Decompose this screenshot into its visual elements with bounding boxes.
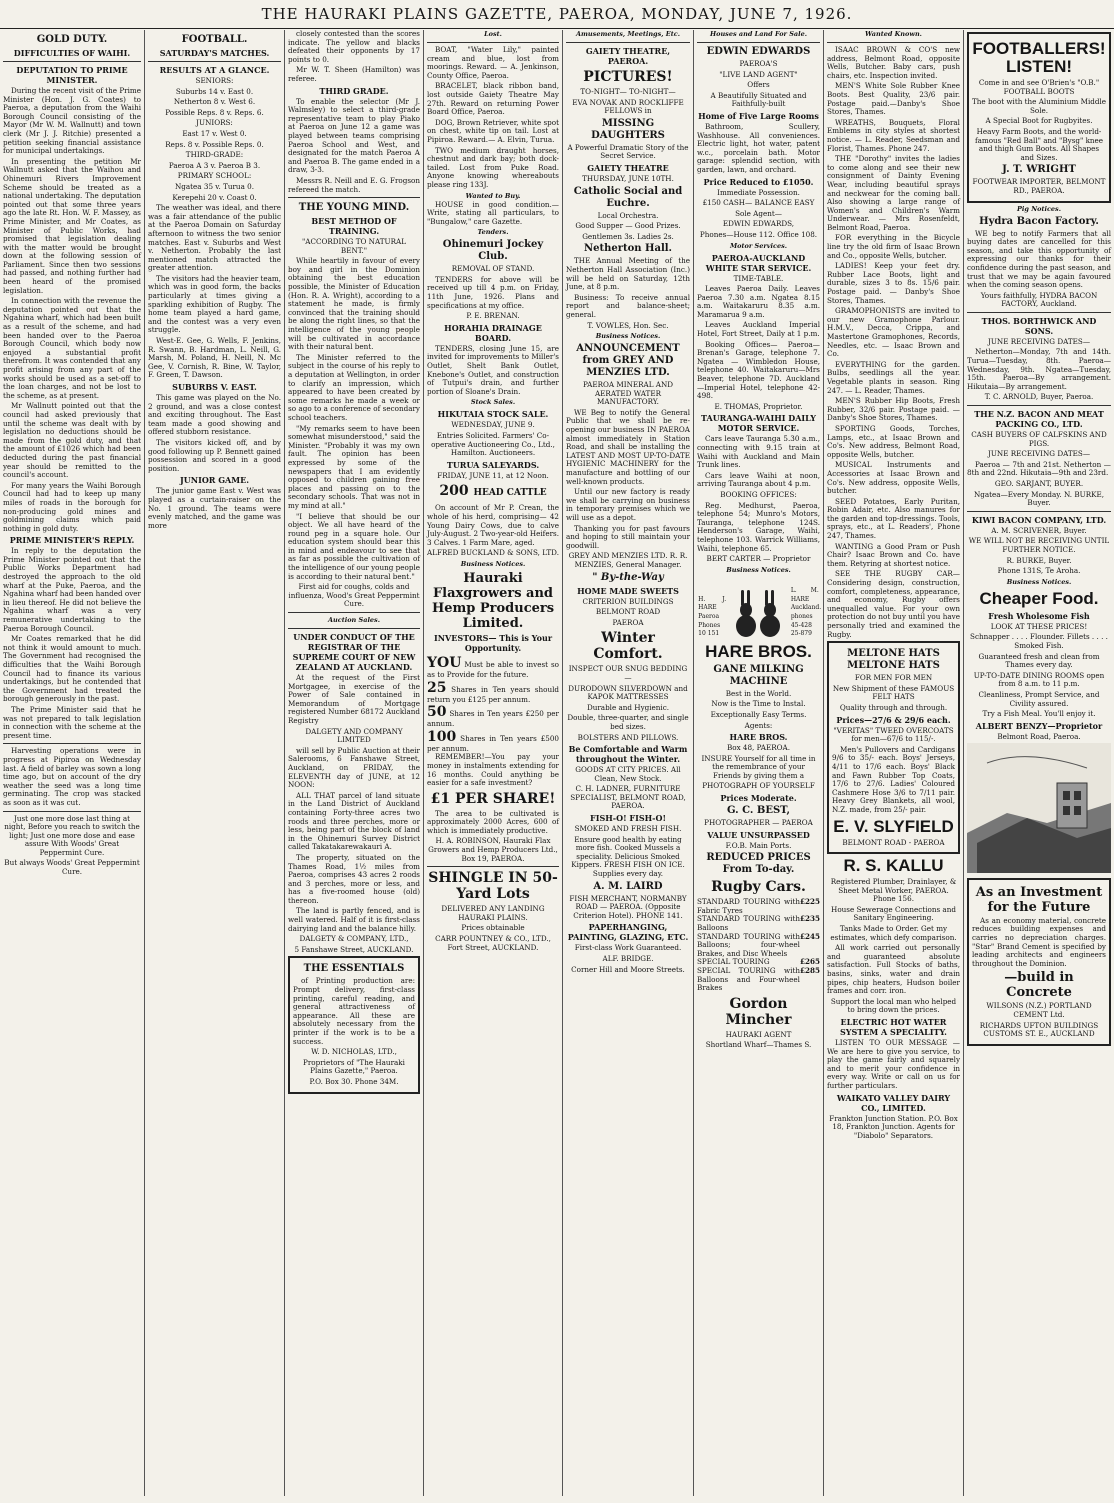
article-paragraph: During the recent visit of the Prime Minister (Hon. J. G. Coates) to Paeroa, a deputation from the Waihi Borough Council consisting of the Mayor (Mr W. M. Wallnutt) and town clerk (Mr J. J. Ritchie) presented a petition seeking financial assistance for municipal undertakings. — [3, 86, 141, 156]
ad-line: R. BURKE, Buyer. — [1006, 555, 1072, 565]
ad-line: Corner Hill and Moore Streets. — [571, 964, 685, 974]
section-heading: Auction Sales. — [328, 616, 380, 625]
ad-line: SMOKED AND FRESH FISH. — [574, 824, 682, 834]
price-row: STANDARD TOURING with Balloons; four-wheel Brakes, and Disc Wheels £245 — [697, 931, 820, 958]
ad-line: Schnapper . . . . Flounder. Fillets . . . . Smoked Fish. — [970, 632, 1108, 650]
ad-title: Gordon Mincher — [725, 995, 792, 1028]
ad-line: Gentlemen 3s. Ladies 2s. — [582, 231, 674, 241]
ad-title: GANE MILKING MACHINE — [713, 663, 804, 687]
classified-ad: Paeroa — 7th and 21st. Netherton — 8th and 22nd. Hikutaia—9th and 23rd. — [967, 459, 1111, 478]
ad-title: Cheaper Food. — [979, 588, 1099, 608]
classified-ad: ISAAC BROWN & CO'S new address, Belmont Road, opposite Wells, Butcher. Baby cars, push chairs, etc. Inspection invited. — [827, 45, 960, 80]
column-5 — [563, 30, 693, 1496]
ad-subtitle: HOME MADE SWEETS — [577, 585, 679, 596]
classified-ad: TENDERS, closing June 15, are invited for improvements to Miller's Outlet, Shelt Bank Outlet, Knebone's Outlet, and construction of Tutpui's drain, and further portion of Sloane's Drain. — [427, 343, 559, 396]
ad-line: FOR MEN FOR MEN — [854, 673, 933, 683]
ad-line: EVA NOVAK AND ROCKLIFFE FELLOWS in — [572, 97, 684, 116]
results-line: Kerepehi 20 v. Coast 0. — [172, 192, 257, 202]
ad-line: GEO. SARJANT, BUYER. — [994, 479, 1084, 488]
ad-title: MELTONE HATS MELTONE HATS — [847, 648, 940, 672]
ad-subtitle: ELECTRIC HOT WATER SYSTEM A SPECIALITY. — [840, 1017, 947, 1037]
price-row: STANDARD TOURING with Balloons £235 — [697, 914, 820, 933]
ad-line: E. THOMAS, Proprietor. — [714, 401, 803, 411]
classified-ad: EVERYTHING for the garden. Bulbs, seedlings all the year. Vegetable plants in season. Ring 247. — L. Reader, Thames. — [827, 359, 960, 395]
ad-line: GOODS AT CITY PRICES. All Clean, New Stock. — [575, 765, 681, 783]
auction-text: ALL THAT parcel of land situate in the Land District of Auckland containing Forty-three acres two roods and three perches, more or less, being part of the block of land in the Ohinemuri Survey District called Takatakarewakauri A. — [288, 790, 420, 852]
hare-logo: HARE BROS. — [705, 641, 812, 661]
ad-line: Immediate Possession. — [717, 187, 800, 197]
ad-line: INSPECT OUR SNUG BEDDING— — [568, 664, 688, 682]
ad-title: TAURANGA-WAIHI DAILY MOTOR SERVICE. — [700, 413, 816, 434]
ad-subtitle: Prices Moderate. — [720, 793, 797, 804]
ad-line: ALF. BRIDGE. — [602, 954, 654, 963]
ad-line: JUNE RECEIVING DATES— — [987, 449, 1091, 459]
printing-ad-text: of Printing production are: Prompt delivery, first-class printing, careful reading, and general attractiveness of appearance. All these are absolutely necessary from the printer if the work is to be a success. — [293, 976, 415, 1046]
shingle-title: SHINGLE IN 50-Yard Lots — [428, 870, 558, 903]
ad-line: GREY AND MENZIES LTD. R. R. MENZIES, General Manager. — [568, 551, 688, 569]
section-heading: Houses and Land For Sale. — [709, 30, 808, 38]
ad-title: Hydra Bacon Factory. — [979, 215, 1099, 227]
ad-line: "LIVE LAND AGENT" — [719, 69, 798, 79]
concrete-ad — [967, 878, 1111, 1046]
section-heading: Business Notices. — [595, 332, 661, 341]
auction-text: At the request of the First Mortgagee, in exercise of the Power of Sale contained in Memorandum of Mortgage registered Number 68172 Auckland Registry — [288, 673, 420, 725]
results-line: Paeroa A 3 v. Paeroa B 3. — [168, 160, 261, 170]
article-title: GOLD DUTY. — [36, 34, 108, 45]
masthead: THE HAURAKI PLAINS GAZETTE, PAEROA, MONDAY, JUNE 7, 1926. — [0, 0, 1114, 29]
article-paragraph: This game was played on the No. 2 ground, and was a close contest and exciting throughout. The East team made a good showing and offered stubborn resistance. — [148, 393, 281, 437]
classified-ad: Men's Pullovers and Cardigans 9/6 to 35/- each. Boys' Jerseys, 4/11 to 17/6 each. Boys' Black and Fawn Rubber Top Coats, 17/6 to 27/6. Ladies' Coloured Cashmere Hose 3/6 to 7/11 pair. Heavy Grey Blankets, all wool, N.Z. made, from 25/- pair. — [832, 744, 955, 814]
ad-line: Entries Solicited. Farmers' Co-operative Auctioneering Co., Ltd., Hamilton. Auctioneers. — [431, 431, 555, 458]
meltone-ad — [827, 641, 960, 854]
results-line: East 17 v. West 0. — [182, 128, 247, 138]
ad-title: HIKUTAIA STOCK SALE. — [437, 409, 549, 420]
investment-row: 25 Shares in Ten years should return you £125 per annum. — [427, 679, 559, 704]
pictures-title: PICTURES! — [583, 69, 673, 85]
section-heading: Pig Notices. — [1017, 204, 1061, 213]
section-heading: Stock Sales. — [470, 398, 516, 407]
ad-line: CASH BUYERS OF CALFSKINS AND PIGS. — [971, 430, 1107, 448]
section-heading: Motor Services. — [729, 241, 788, 250]
section-heading: Tenders. — [477, 228, 509, 237]
ad-line: A. M. SCRIVENER, Buyer. — [991, 525, 1087, 535]
results-line: Reps. 8 v. Possible Reps. 0. — [165, 139, 264, 149]
ad-line: REMOVAL OF STAND. — [451, 264, 535, 274]
article-paragraph: The Prime Minister said that he was not prepared to talk legislation in connection with the scheme at the present time. — [3, 704, 141, 740]
section-heading: Amusements, Meetings, Etc. — [576, 30, 680, 38]
section-heading: Business Notices. — [726, 565, 791, 574]
ad-title: Rugby Cars. — [711, 879, 806, 896]
ad-line: Belmont Road, Paeroa. — [997, 731, 1081, 741]
ad-line: BOOKING OFFICES: — [720, 489, 797, 499]
article-paragraph: closely contested than the scores indicate. The yellow and blacks defeated their opponents by 17 points to 0. — [288, 30, 420, 64]
ad-line: Yours faithfully, HYDRA BACON FACTORY, Auckland. — [980, 290, 1098, 309]
classified-ad: MEN'S White Sole Rubber Knee Boots. Best Quality, 23/6 pair. Postage paid.—Danby's Shoe Stores, Thames. — [827, 81, 960, 117]
ad-line: PAEROA'S — [739, 59, 778, 68]
classified-ad: TWO medium draught horses, chestnut and dark bay; both dock-tailed. Lost from Puke Road. Anyone knowing whereabouts please ring 133J. — [427, 145, 559, 189]
ad-line: Double, three-quarter, and single bed sizes. — [567, 713, 689, 731]
ad-line: WE WILL NOT BE RECEIVING UNTIL FURTHER NOTICE. — [968, 536, 1110, 554]
classified-ad: Leaves Auckland Imperial Hotel, Fort Street, Daily at 1 p.m. — [697, 320, 820, 339]
event-title: Netherton Hall. — [583, 243, 673, 255]
auction-text: will sell by Public Auction at their Salerooms, 6 Fanshawe Street, Auckland, on FRIDAY, the ELEVENTH day of JUNE, at 12 NOON: — [288, 745, 420, 790]
ad-line: THURSDAY, JUNE 10TH. — [582, 173, 674, 183]
ad-line: Offers — [747, 80, 770, 90]
ad-line: TO-NIGHT— TO-NIGHT— — [580, 87, 676, 96]
classified-ad: Bathroom, Scullery, Washhouse. All conveniences. Electric light, hot water, patent w.c., porcelain bath. Motor garage: splendid section, with garden, lawn, and orchard. — [697, 121, 820, 174]
article-paragraph: The junior game East v. West was played as a curtain-raiser on the No. 1 ground. The teams were evenly matched, and the game was more — [148, 486, 281, 530]
article-head: PRIME MINISTER'S REPLY. — [9, 535, 135, 546]
ad-title: REDUCED PRICES From To-day. — [706, 852, 811, 876]
article-quote: "ACCORDING TO NATURAL BENT." — [301, 237, 406, 255]
ad-line: DELIVERED ANY LANDING HAURAKI PLAINS. — [441, 904, 545, 922]
ad-title: E. V. SLYFIELD — [833, 816, 954, 836]
ad-subtitle: Fresh Wholesome Fish — [988, 610, 1090, 621]
ad-line: HAURAKI AGENT — [725, 1029, 792, 1039]
classified-ad: LADIES! Keep your feet dry. Rubber Lace Boots, light and durable, sizes 3 to 8s. 15/6 pair. Postage paid. — Danby's Shoe Stores, Thames. — [827, 261, 960, 305]
article-paragraph: While heartily in favour of every boy and girl in the Dominion obtaining the best education possible, the Minister of Education (Hon. R. A. Wright), according to a statement he made, is firmly convinced that the training should be along the right lines, so that the intelligence of the young people will be cultivated in accordance with their natural bent. — [288, 256, 420, 352]
ad-line: Phones—House 112. Office 108. — [699, 229, 818, 239]
classified-ad: FOR everything in the Bicycle line try the old firm of Isaac Brown and Co., opposite Wells, butcher. — [827, 233, 960, 260]
ad-subtitle: Be Comfortable and Warm throughout the Winter. — [568, 744, 688, 765]
ad-subtitle: Price Reduced to £1050. — [703, 176, 814, 187]
per-share: £1 PER SHARE! — [430, 790, 556, 807]
investment-row: 50 Shares in Ten years £250 per annum. — [427, 704, 559, 729]
ad-title: THE N.Z. BACON AND MEAT PACKING CO., LTD. — [974, 409, 1104, 430]
ad-title: As an Investment for the Future — [975, 884, 1103, 915]
ad-title: EDWIN EDWARDS — [706, 46, 811, 57]
ad-line: PHOTOGRAPH OF YOURSELF — [702, 781, 815, 791]
classified-ad: Until our new factory is ready we shall be carrying on business in temporary premises which we will use as a depot. — [566, 487, 690, 522]
ad-line: Local Orchestra. — [597, 210, 659, 220]
ad-line: £150 CASH— BALANCE EASY — [702, 198, 815, 208]
ad-line: BERT CARTER — Proprietor — [706, 554, 811, 564]
classified-ad: All work carried out personally and guaranteed absolute satisfaction. Full Stocks of baths, basins, sinks, water and drain pipes, chip heaters, Hudson boiler frames and corr. iron. — [827, 943, 960, 996]
ad-title: —build in Concrete — [1004, 970, 1074, 1001]
ad-line: T. VOWLES, Hon. Sec. — [587, 320, 669, 330]
results-line: Suburbs 14 v. East 0. — [175, 86, 254, 96]
ad-title: TURUA SALEYARDS. — [446, 459, 540, 470]
column-8 — [964, 30, 1114, 1496]
article-paragraph: In connection with the revenue the deputation pointed out that the Ngahina wharf, which had been built as a result of the scheme, and had been handed over to the Paeroa Borough Council, which body now enjoyed a substantial profit therefrom. It was contended that any profit arising from any part of the works should be used as a set-off to the loan charges, and not be lost to the scheme, as at present. — [3, 296, 141, 400]
ad-line: House Sewerage Connections and Sanitary Engineering. — [831, 904, 956, 923]
ad-line: UP-TO-DATE DINING ROOMS open from 8 a.m. to 11 p.m. — [973, 670, 1105, 689]
ad-title: WAIKATO VALLEY DAIRY CO., LIMITED. — [836, 1092, 951, 1113]
classified-ad: Booking Offices— Paeroa—Brenan's Garage, telephone 7. Ngatea — Wimbledon House, telephone 40. Waitakaruru—Mrs Beaver, telephone 7D. Auckland—Imperial Hotel, telephone 42-498. — [697, 339, 820, 401]
classified-ad: The area to be cultivated is approximately 2000 Acres, 600 of which is immediately productive. — [427, 808, 559, 835]
printing-ad-text: P.O. Box 30. Phone 34M. — [309, 1076, 399, 1086]
ad-line: BELMONT ROAD — [595, 607, 661, 617]
classified-ad: Cars leave Waihi at noon, arriving Tauranga about 4 p.m. — [697, 470, 820, 489]
section-heading: Business Notices. — [1006, 577, 1072, 586]
ad-line: Frankton Junction Station. P.O. Box 18, Frankton Junction. Agents for "Diabolo" Separators. — [829, 1113, 958, 1140]
section-heading: Business Notices. — [460, 559, 526, 568]
article-paragraph: The weather was ideal, and there was a fair attendance of the public at the Paeroa Domain on Saturday afternoon to witness the two senior matches. East v. Suburbs and West v. Netherton. Probably the last mentioned match attracted the greater attention. — [148, 203, 281, 273]
ad-line: A Powerful Dramatic Story of the Secret Service. — [567, 142, 689, 161]
ad-title: Winter Comfort. — [593, 630, 663, 663]
classified-ad: Cars leave Tauranga 5.30 a.m., connecting with 9.15 train at Waihi with Auckland and Main Trunk lines. — [697, 434, 820, 470]
ad-line: Cleanliness, Prompt Service, and Civility assured. — [978, 689, 1100, 708]
film-title: MISSING DAUGHTERS — [591, 117, 665, 141]
auction-head: UNDER CONDUCT OF THE REGISTRAR OF THE SUPREME COURT OF NEW ZEALAND AT AUCKLAND. — [292, 632, 416, 673]
classified-ad: Thanking you for past favours and hoping to still maintain your goodwill. — [566, 523, 690, 550]
ad-line: Sole Agent— — [735, 208, 782, 218]
ad-line: Try a Fish Meal. You'll enjoy it. — [982, 709, 1096, 719]
results-line: THIRD-GRADE: — [185, 150, 244, 160]
ad-line: ALFRED BUCKLAND & SONS, LTD. — [427, 548, 559, 558]
article-head: THIRD GRADE. — [319, 85, 389, 96]
classified-ad: THE "Dorothy" invites the ladies to come along and see their new consignment of Dainty Evening Wear, including beautiful sprays and neckwear for the coming ball. Also showing a large range of Women's and Children's Warm Underwear. — Mrs Rosenfeldt, Belmont Road, Paeroa. — [827, 154, 960, 232]
article-paragraph: "My remarks seem to have been somewhat misunderstood," said the Minister. "Probably it was my own fault. The opinion has been expressed by some of the newspapers that I am evidently opposed to children gaining free places and passing on to the secondary schools. That was not in my mind at all." — [288, 423, 420, 510]
investment-row: YOU Must be able to invest so as to Provide for the future. — [427, 654, 559, 679]
auction-text: The land is partly fenced, and is well watered. Half of it is first-class dairying land and the balance hilly. — [288, 906, 420, 933]
ad-title: A. M. LAIRD — [593, 880, 663, 892]
ad-subtitle: HARE BROS. — [729, 732, 788, 743]
ad-line: Guaranteed fresh and clean from Thames every day. — [978, 651, 1100, 670]
classified-ad: Business: To receive annual report and balance-sheet; general. — [566, 292, 690, 319]
ad-subtitle: INVESTORS— This is Your Opportunity. — [433, 632, 553, 653]
classified-ad: BRACELET, black ribbon band, lost outside Gaiety Theatre May 27th. Reward on returning Power Board Office, Paeroa. — [427, 81, 559, 117]
ad-line: FISH MERCHANT, NORMANBY ROAD — PAEROA. (Opposite Criterion Hotel). PHONE 141. — [569, 893, 687, 920]
ad-line: BELMONT ROAD - PAEROA — [842, 837, 945, 847]
article-paragraph: Mr Coates remarked that he did not think it would amount to much. The Government had recognised the difficulties that the Waihi Borough Council had to finance its various undertakings, but he contended that the Government had treated the borough generously in the past. — [3, 634, 141, 704]
article-paragraph: Mr Wallnutt pointed out that the council had asked previously that until the scheme was dealt with by legislation no deductions should be made from the gold duty, and that the amount of £1026 which had been deducted during the past financial year should be remitted to the council's account. — [3, 401, 141, 480]
ad-line: Tanks Made to Order. Get my estimates, which defy comparison. — [830, 924, 957, 942]
ad-line: T. C. ARNOLD, Buyer, Paeroa. — [984, 392, 1094, 402]
ad-line: Durable and Hygienic. — [586, 702, 670, 712]
ad-line: Heavy Farm Boots, and the world-famous "Red Ball" and "Bysg" knee and thigh Gum Boots. All Shapes and Sizes. — [974, 126, 1104, 162]
ad-title: " By-the-Way — [592, 571, 664, 583]
ad-line: RICHARDS UFTON BUILDINGS CUSTOMS ST. E., AUCKLAND — [979, 1020, 1099, 1039]
ad-line: A Special Boot for Rugbyites. — [985, 116, 1093, 126]
ad-subtitle: ALBERT BENZY—Proprietor — [975, 720, 1103, 731]
classified-ad: SPORTING Goods, Torches, Lamps, etc., at Isaac Brown and Co's. New address, Belmont Road, opposite Wells, butcher. — [827, 423, 960, 459]
ad-title: GAIETY THEATRE, PAEROA. — [585, 46, 671, 66]
ad-line: INSURE Yourself for all time in the remembrance of your Friends by giving them a — [701, 753, 816, 780]
article-subtitle: BEST METHOD OF TRAINING. — [311, 216, 397, 237]
article-paragraph: The visitors kicked off, and by good following up P. Bennett gained possession and scored in a good position. — [148, 437, 281, 473]
ad-line: Shortland Wharf—Thames S. — [705, 1040, 812, 1050]
ad-line: P. E. BRENAN. — [466, 311, 520, 321]
article-head: SUBURBS V. EAST. — [172, 382, 257, 392]
ad-line: The boot with the Aluminium Middle Sole. — [972, 97, 1107, 115]
ad-title: PAEROA-AUCKLAND WHITE STAR SERVICE. — [705, 252, 812, 273]
classified-ad: WREATHS, Bouquets, Floral Emblems in city styles at shortest notice. — L. Reader, Seedsman and Florist, Thames. Phone 247. — [827, 117, 960, 153]
ad-title: FOOTBALLERS! LISTEN! — [972, 39, 1106, 76]
article-subtitle: SATURDAY'S MATCHES. — [159, 48, 270, 58]
classified-ad: Reg. Medhurst, Paeroa, telephone 54; Munro's Motors, Tauranga, telephone 124S. Henderson's Garage, Waihi, telephone 103. Warrick Williams, Waihi, telephone 65. — [697, 500, 820, 553]
classified-ad: THE Annual Meeting of the Netherton Hall Association (Inc.) will be held on Saturday, 12th June, at 8 p.m. — [566, 256, 690, 292]
ad-line: New Shipment of these FAMOUS FELT HATS — [832, 683, 955, 702]
section-heading: Lost. — [484, 30, 502, 38]
printing-ad — [288, 956, 420, 1093]
classified-ad: DOG, Brown Retriever, white spot on chest, white tip on tail. Lost at Pipiroa. Reward.— A. Elvin, Turua. — [427, 117, 559, 144]
classified-ad: GRAMOPHONISTS are invited to our new Gramophone Parlour. H.M.V., Decca, Crippa, and Mastertone Gramophones, Records, Needles, etc. — Isaac Brown and Co. — [827, 306, 960, 359]
price-row: SPECIAL TOURING with Balloons and Four-wheel Brakes £285 — [697, 966, 820, 993]
classified-ad: LISTEN TO OUR MESSAGE — We are here to give you service, to play the game fairly and squarely and to merit your confidence in every way. Write or call on us for further particulars. — [827, 1038, 960, 1090]
classified-ad: As an economy material, concrete reduces building expenses and carries no depreciation charges. "Star" Brand Cement is specified by leading architects and engineers throughout the Dominion. — [972, 915, 1106, 968]
ad-line: H. A. ROBINSON, Hauraki Flax Growers and Hemp Producers Ltd., Box 19, PAEROA. — [428, 836, 558, 863]
building-illustration-icon — [967, 743, 1111, 873]
ad-line: PAEROA MINERAL AND AERATED WATER MANUFACTORY. — [582, 380, 674, 407]
ad-line: TIME-TABLE. — [733, 273, 784, 283]
results-line: SENIORS: — [195, 76, 234, 85]
results-line: Ngatea 35 v. Turua 0. — [174, 181, 254, 191]
price-row: STANDARD TOURING with Fabric Tyres £225 — [697, 897, 820, 915]
article-paragraph: The Minister referred to the subject in the course of his reply to a deputation at Wellington, in order to clarify an impression, which appeared to have been created by some remarks he made a week or so ago to a conference of secondary school teachers. — [288, 352, 420, 422]
auction-text: DALGETY AND COMPANY LIMITED — [305, 726, 403, 745]
ad-line: Prices obtainable — [461, 923, 525, 933]
ad-title: J. T. WRIGHT — [1002, 164, 1076, 176]
ad-line: CRITERION BUILDINGS — [582, 596, 674, 606]
printing-ad-title: THE ESSENTIALS — [303, 963, 405, 975]
ad-line: PHOTOGRAPHER — PAEROA — [704, 818, 813, 828]
ad-title: HORAHIA DRAINAGE BOARD. — [444, 322, 542, 343]
rabbit-icon — [728, 584, 788, 639]
column-1 — [0, 30, 144, 1496]
results-line: Netherton 8 v. West 6. — [173, 97, 256, 107]
section-heading: Wanted to Buy. — [465, 191, 521, 200]
ad-line: Come in and see O'Brien's "O.B." FOOTBALL BOOTS — [978, 78, 1100, 96]
printing-ad-text: Proprietors of "The Hauraki Plains Gazette," Paeroa. — [303, 1057, 405, 1076]
classified-ad: BOAT, "Water Lily," painted cream and blue, lost from moorings. Reward. — A. Jenkinson, County Office, Paeroa. — [427, 45, 559, 80]
classified-ad: On account of Mr P. Crean, the whole of his herd, comprising— 42 Young Dairy Cows, due to calve July-August. 2 Two-year-old Heifers. 3 Calves. 1 Farm Mare, aged. — [427, 503, 559, 547]
article-paragraph: In reply to the deputation the Prime Minister pointed out that the Public Works Department had destroyed the approach to the old wharf at the Puke, Paeroa, and the Ngahina wharf had been handed over in lieu thereof. He did not believe the Ngahina wharf was a very remunerative undertaking to the Paeroa Borough Council. — [3, 546, 141, 633]
ad-line: FRIDAY, JUNE 11, at 12 Noon. — [437, 470, 549, 480]
ad-line: Support the local man who helped to bring down the prices. — [830, 996, 957, 1015]
ad-line: EDWIN EDWARDS, — [722, 219, 795, 229]
article-paragraph: "I believe that should be our object. We all have heard of the round peg in a square hole. Our education system should bear this in mind and endeavour to see that as far as possible the cultivation of the intelligence of our young people is according to their natural bent." — [288, 511, 420, 581]
article-paragraph: To enable the selector (Mr J. Walmsley) to select a third-grade representative team to play Piako at Paeroa on June 12 a game was played between teams comprising Paeroa School and West, and designated for the match Paeroa A and Paeroa B. The game ended in a draw, 3-3. — [288, 96, 420, 175]
results-head: RESULTS AT A GLANCE. — [159, 65, 270, 75]
ad-line: "VERITAS" TWEED OVERCOATS for men—67/6 to 115/-. — [833, 725, 954, 744]
classified-ad: MUSICAL Instruments and Accessories at Isaac Brown and Co's. New address, opposite Wells, butcher. — [827, 460, 960, 496]
classified-ad: REMEMBER!—You pay your money in instalments extending for 16 months. Could anything be easier for a safe investment? — [427, 752, 559, 788]
column-3 — [285, 30, 423, 1496]
ad-line: DURODOWN SILVERDOWN and KAPOK MATTRESSES — [568, 683, 688, 702]
classified-ad: TENDERS for above will be received up till 4 p.m. on Friday, 11th June, 1926. Plans and specifications at my office. — [427, 274, 559, 310]
section-heading: Wanted Known. — [865, 30, 922, 38]
ad-title: G. C. BEST, — [726, 805, 790, 817]
ad-line: Ensure good health by eating more fish. Cooked Mussels a speciality. Delicious Smoked Kippers. FRESH FISH ON ICE. Supplies every day. — [571, 834, 685, 879]
classified-ad: HOUSE in good condition.— Write, stating all particulars, to "Bungalow," care Gazette. — [427, 199, 559, 226]
ad-line: Ngatea—Every Monday. N. BURKE, Buyer. — [973, 489, 1105, 508]
column-6 — [694, 30, 823, 1496]
classified-ad: WE Beg to notify the General Public that we shall be re-opening our business IN PAEROA almost immediately in Station Road, and shall be installing the LATEST AND MOST UP-TO-DATE HYGIENIC MACHINERY for the manufacture and bottling of our well-known products. — [566, 407, 690, 486]
ad-line: First-class Work Guaranteed. — [574, 943, 682, 953]
classified-ad: Leaves Paeroa Daily. Leaves Paeroa 7.30 a.m. Ngatea 8.15 a.m. Waitakaruru 8.35 a.m. Maramarua 9 a.m. — [697, 284, 820, 319]
ad-title: Hauraki Flaxgrowers and Hemp Producers Limited. — [431, 570, 555, 631]
article-paragraph: Harvesting operations were in progress at Pipiroa on Wednesday last. A field of barley was sown a long time ago, but on account of the dry weather the seed was a long time germinating. The crop was stacked as soon as it was cut. — [3, 746, 141, 807]
ad-line: Good Supper — Good Prizes. — [575, 221, 681, 231]
ad-title: Ohinemuri Jockey Club. — [442, 239, 544, 263]
ad-line: A Beautifully Situated and Faithfully-built — [710, 90, 807, 109]
results-line: PRIMARY SCHOOL: — [177, 171, 252, 181]
ad-line: Quality through and through. — [839, 702, 948, 712]
classified-ad: WE beg to notify Farmers that all buying dates are cancelled for this season, and take this opportunity of expressing our thanks for their confidence during the past season, and trust that we may be again favoured when the coming season opens. — [967, 228, 1111, 290]
hare-contact-left: H. J. HARE Paeroa Phones 10 151 — [698, 595, 727, 638]
ad-line: JUNE RECEIVING DATES— — [987, 336, 1091, 346]
verse: But always Woods' Great Peppermint Cure. — [4, 858, 140, 877]
ad-line: BOLSTERS AND PILLOWS. — [577, 732, 679, 742]
cattle-count: 200 HEAD CATTLE — [439, 483, 547, 500]
article-subtitle: DIFFICULTIES OF WAIHI. — [13, 48, 131, 58]
price-row: SPECIAL TOURING £265 — [697, 957, 820, 967]
ad-line: Best in the World. — [725, 688, 792, 698]
classified-ad: SEED Potatoes, Early Puritan, Robin Adair, etc. Also manures for the garden and top-dressings. Tools, sprays, etc., at L. Readers', Phone 247, Thames. — [827, 496, 960, 541]
column-4 — [424, 30, 562, 1496]
article-paragraph: West-E. Gee, G. Wells, F. Jenkins, R. Swann, B. Hardman, L. Neill, G. Marsh, M. Poland, H. Neill, N. Mc Gee, V. Cornish, R. Bine, W. Taylor, F. Green, T. Dawson. — [148, 336, 281, 380]
ad-line: WILSONS (N.Z.) PORTLAND CEMENT Ltd. — [986, 1001, 1092, 1020]
ad-line: Registered Plumber, Drainlayer, & Sheet Metal Worker, PAEROA. Phone 156. — [830, 877, 957, 904]
ad-subtitle: Home of Five Large Rooms — [698, 110, 819, 121]
ad-line: Phone 131S, Te Aroha. — [997, 566, 1081, 576]
hare-contact-right: L. M. HARE Auckland. phones 45-428 25-879 — [790, 587, 822, 638]
ad-title: THOS. BORTHWICK AND SONS. — [981, 315, 1097, 336]
ad-title: R. S. KALLU — [843, 856, 944, 876]
ad-line: Exceptionally Easy Terms. — [710, 709, 807, 719]
ad-title: PAPERHANGING, PAINTING, GLAZING, ETC. — [567, 922, 689, 943]
article-head: DEPUTATION TO PRIME MINISTER. — [16, 65, 128, 85]
ad-subtitle: Prices—27/6 & 29/6 each. — [836, 714, 951, 725]
article-title: THE YOUNG MIND. — [298, 202, 410, 214]
article-paragraph: For many years the Waihi Borough Council had had to keep up many miles of roads in the borough for non-producing gold mines and goldmining claims which paid nothing in gold duty. — [3, 480, 141, 533]
ad-line: FOOTWEAR IMPORTER, BELMONT RD., PAEROA. — [972, 177, 1106, 195]
article-paragraph: The visitors had the heavier team, which was in good form, the backs particularly at times giving a sparkling exhibition of Rugby. The home team played a hard game, and the contest was a very even struggle. — [148, 273, 281, 335]
classified-ad: Netherton—Monday, 7th and 14th. Turua—Tuesday, 8th. Paeroa—Wednesday, 9th. Ngatea—Tuesday, 15th. Paeroa—By arrangement. Hikutaia—By arrangement. — [967, 347, 1111, 391]
article-paragraph: In presenting the petition Mr Wallnutt asked that the Waihou and Ohinemuri Rivers Improvement Scheme should be treated as a national undertaking. The deputation pointed out that some three years ago the late Rt. Hon. W. F. Massey, as Prime Minister, and Mr Coates, as Minister of Public Works, had promised that legislation dealing with the matter would be brought down at the following session of Parliament. Since then two sessions had passed, and nothing further had been heard of the promised legislation. — [3, 156, 141, 295]
auction-text: The property, situated on the Thames Road, 1½ miles from Paeroa, comprises 43 acres 2 roods and 3 perches, more or less, and has a five-roomed house (old) thereon. — [288, 852, 420, 905]
classified-ad: WANTING a Good Pram or Push Chair? Isaac Brown and Co. have them. Retyring at shortest notice. — [827, 541, 960, 568]
article-paragraph: Mr W. T. Sheen (Hamilton) was referee. — [288, 65, 420, 83]
investment-row: 100 Shares in Ten years £500 per annum. — [427, 728, 559, 753]
footballers-ad — [967, 32, 1111, 203]
auction-text: 5 Fanshawe Street, AUCKLAND. — [294, 944, 414, 954]
ad-title: FISH-O! FISH-O! — [590, 813, 666, 824]
column-7 — [824, 30, 963, 1496]
printing-ad-text: W. D. NICHOLAS, LTD., — [311, 1047, 397, 1057]
auction-text: DALGETY & COMPANY, LTD., — [299, 934, 409, 944]
ad-title: ANNOUNCEMENT from GREY AND MENZIES LTD. — [576, 343, 680, 379]
event-title: Catholic Social and Euchre. — [573, 185, 683, 209]
article-paragraph: Messrs R. Neill and E. G. Frogson refereed the match. — [288, 175, 420, 194]
ad-title: GAIETY THEATRE — [587, 162, 669, 173]
ad-line: Agents: — [744, 720, 773, 730]
hare-rabbits-illustration — [697, 579, 820, 639]
classified-ad: MEN'S Rubber Hip Boots, Fresh Rubber, 32/6 pair. Postage paid. — Danby's Shoe Stores, Thames. — [827, 396, 960, 423]
verse: Just one more dose last thing at night, Before you reach to switch the light; Just one more dose and ease assure With Woods' Great Peppermint Cure. — [4, 813, 140, 857]
article-title: FOOTBALL. — [181, 34, 248, 45]
results-line: JUNIORS: — [196, 118, 233, 128]
ad-line: LOOK AT THESE PRICES! — [990, 621, 1088, 631]
ad-line: First aid for coughs, colds and influenza, Wood's Great Peppermint Cure. — [288, 582, 420, 609]
results-line: Possible Reps. 8 v. Reps. 6. — [165, 107, 264, 117]
ad-line: Now is the Time to Instal. — [711, 699, 806, 709]
ad-line: CARR POUNTNEY & CO., LTD., Fort Street, AUCKLAND. — [435, 934, 551, 952]
ad-line: Box 48, PAEROA. — [726, 743, 791, 753]
ad-title: KIWI BACON COMPANY, LTD. — [971, 514, 1107, 525]
column-2 — [145, 30, 284, 1496]
ad-subtitle: VALUE UNSURPASSED — [707, 829, 810, 840]
ad-line: C. H. LADNER, FURNITURE SPECIALIST, BELMONT ROAD, PAEROA. — [570, 784, 686, 811]
classified-ad: SEE THE RUGBY CAR—Considering design, construction, comfort, completeness, appearance, and economy, Rugby offers unequalled value. For your own protection do not buy until you have personally tried and examined the Rugby. — [827, 569, 960, 639]
article-head: JUNIOR GAME. — [180, 475, 249, 486]
ad-line: PAEROA — [612, 617, 644, 627]
ad-line: F.O.B. Main Ports. — [725, 840, 792, 850]
ad-line: WEDNESDAY, JUNE 9. — [451, 420, 535, 430]
